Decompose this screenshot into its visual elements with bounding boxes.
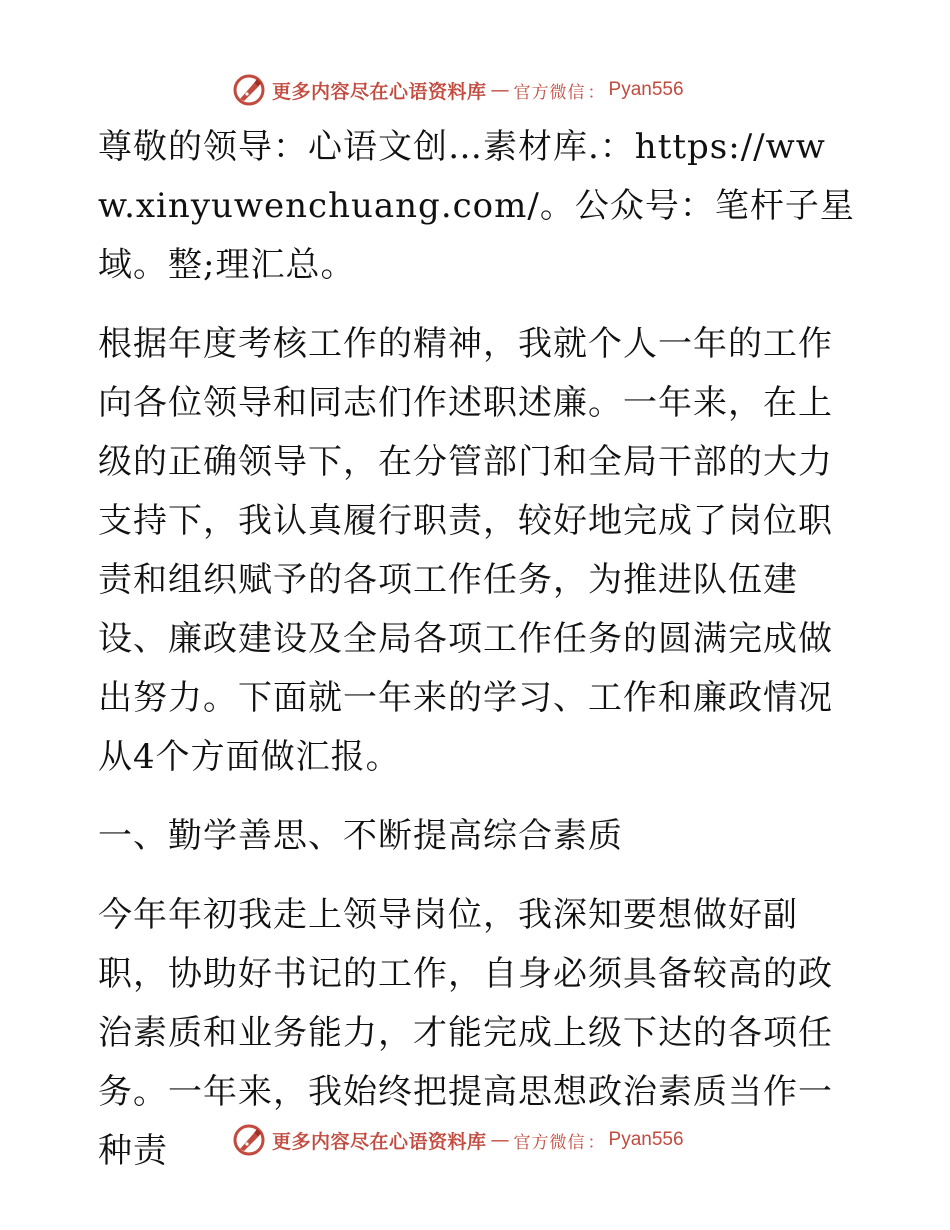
- section-paragraph: 今年年初我走上领导岗位，我深知要想做好副职，协助好书记的工作，自身必须具备较高的政治素质和业务能力，才能完成上级下达的各项任务。一年来，我始终把提高思想政治素质当作一种责: [98, 895, 833, 1171]
- intro-paragraph: 根据年度考核工作的精神，我就个人一年的工作向各位领导和同志们作述职述廉。一年来，在上级的正确领导下，在分管部门和全局干部的大力支持下，我认真履行职责，较好地完成了岗位职责和组织赋予的各项工作任务，为推进队伍建设、廉政建设及全局各项工作任务的圆满完成做出努力。下面就一年来的学习、工作和廉政情况从4个方面做汇报。: [98, 324, 833, 777]
- greeting-paragraph: 尊敬的领导：心语文创…素材库.：https://www.xinyuwenchuang.com/。公众号：笔杆子星域。整;理汇总。: [98, 127, 855, 285]
- header-banner: [232, 70, 712, 110]
- wechat-colon: ：: [587, 1132, 605, 1153]
- banner-slogan: 更多内容尽在心语资料库: [272, 1130, 487, 1153]
- pen-nib-logo-icon: [232, 1123, 266, 1157]
- banner-slogan: 更多内容尽在心语资料库: [272, 80, 487, 103]
- document-body: [98, 118, 858, 1201]
- wechat-id: Pyan556: [608, 1129, 684, 1150]
- wechat-colon: ：: [587, 82, 605, 103]
- footer-banner: [232, 1120, 712, 1160]
- wechat-label: 官方微信: [513, 82, 586, 103]
- wechat-label: 官方微信: [513, 1132, 586, 1153]
- pen-nib-logo-icon: [232, 73, 266, 107]
- wechat-id: Pyan556: [608, 79, 684, 100]
- section-heading: 一、勤学善思、不断提高综合素质: [98, 816, 623, 856]
- banner-dash: —: [490, 79, 510, 101]
- banner-dash: —: [490, 1129, 510, 1151]
